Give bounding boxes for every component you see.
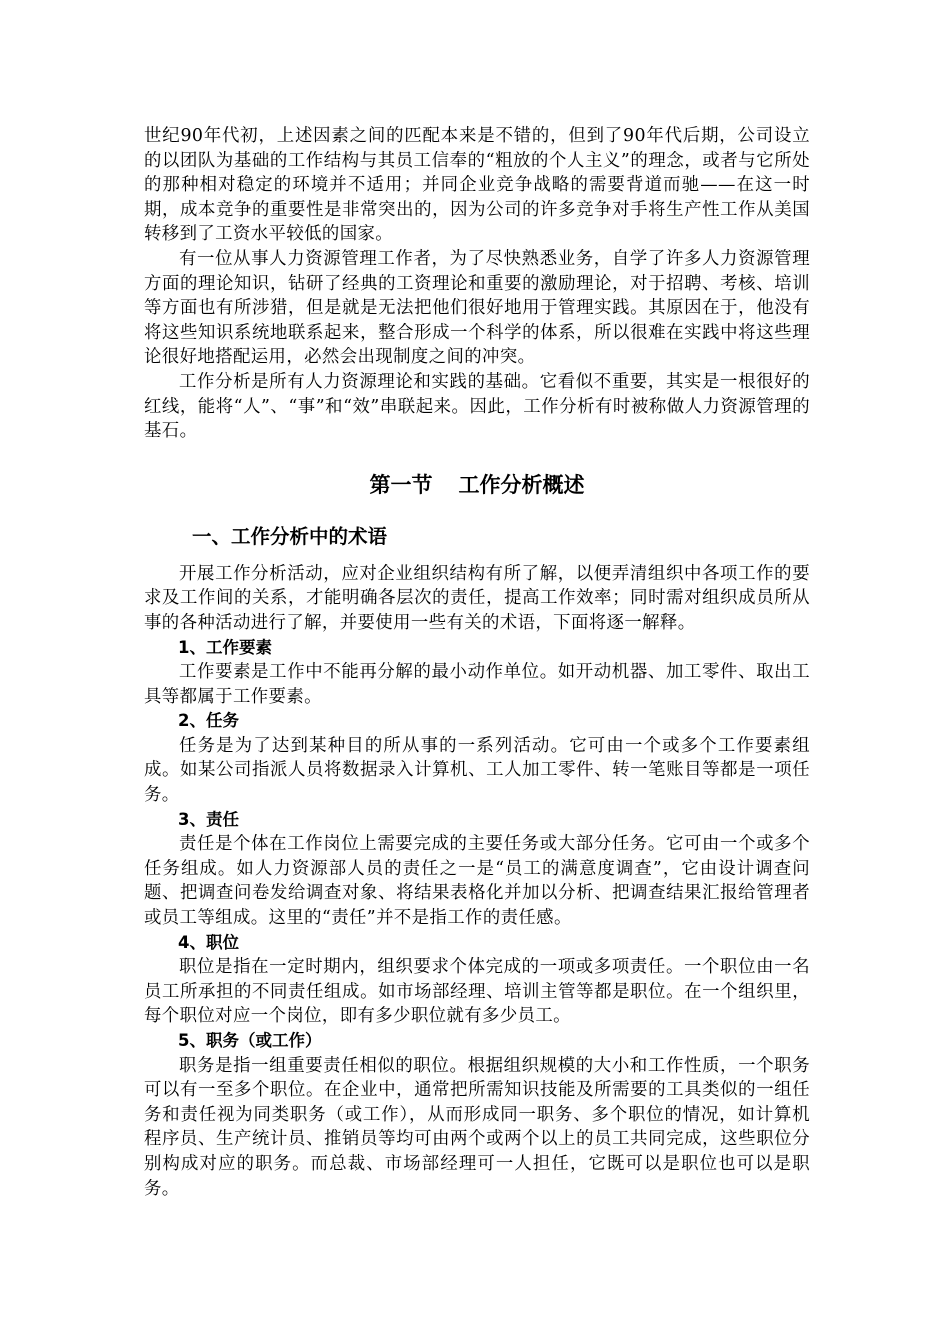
- term-text-5: 职务是指一组重要责任相似的职位。根据组织规模的大小和工作性质，一个职务可以有一至多个职位。在企业中，通常把所需知识技能及所需要的工具类似的一组任务和责任视为同类职务（或工作），从而形成同一职务、多个职位的情况，如计算机程序员、生产统计员、推销员等均可由两个或两个以上的员工共同完成，这些职位分别构成对应的职务。而总裁、市场部经理可一人担任，它既可以是职位也可以是职务。: [144, 1055, 810, 1199]
- intro-paragraph-3: 工作分析是所有人力资源理论和实践的基础。它看似不重要，其实是一根很好的红线，能将“人”、“事”和“效”串联起来。因此，工作分析有时被称做人力资源管理的基石。: [144, 371, 810, 442]
- term-heading-4: 4、职位: [178, 932, 239, 952]
- subsection-title: 一、工作分析中的术语: [192, 524, 388, 548]
- section-title: [144, 470, 810, 500]
- term-heading-1: 1、工作要素: [178, 637, 272, 657]
- term-heading-2: 2、任务: [178, 711, 239, 731]
- intro-paragraph-1: 世纪90年代初，上述因素之间的匹配本来是不错的，但到了90年代后期，公司设立的以团队为基础的工作结构与其员工信奉的“粗放的个人主义”的理念，或者与它所处的那种相对稳定的环境并不适用；并同企业竞争战略的需要背道而驰——在这一时期，成本竞争的重要性是非常突出的，因为公司的许多竞争对手将生产性工作从美国转移到了工资水平较低的国家。: [144, 126, 810, 245]
- term-text-4: 职位是指在一定时期内，组织要求个体完成的一项或多项责任。一个职位由一名员工所承担的不同责任组成。如市场部经理、培训主管等都是职位。在一个组织里，每个职位对应一个岗位，即有多少职位就有多少员工。: [144, 957, 810, 1027]
- section-name: 工作分析概述: [458, 472, 585, 497]
- term-heading-5: 5、职务（或工作）: [178, 1031, 322, 1050]
- section-number: 第一节: [369, 472, 433, 497]
- term-text-3: 责任是个体在工作岗位上需要完成的主要任务或大部分任务。它可由一个或多个任务组成。如人力资源部人员的责任之一是“员工的满意度调查”，它由设计调查问题、把调查问卷发给调查对象、将结果表格化并加以分析、把调查结果汇报给管理者或员工等组成。这里的“责任”并不是指工作的责任感。: [144, 834, 810, 929]
- subsection-intro: 开展工作分析活动，应对企业组织结构有所了解，以便弄清组织中各项工作的要求及工作间的关系，才能明确各层次的责任，提高工作效率；同时需对组织成员所从事的各种活动进行了解，并要使用一些有关的术语，下面将逐一解释。: [144, 563, 810, 633]
- term-text-1: 工作要素是工作中不能再分解的最小动作单位。如开动机器、加工零件、取出工具等都属于工作要素。: [144, 662, 810, 707]
- intro-paragraph-2: 有一位从事人力资源管理工作者，为了尽快熟悉业务，自学了许多人力资源管理方面的理论知识，钻研了经典的工资理论和重要的激励理论，对于招聘、考核、培训等方面也有所涉猎，但是就是无法把他们很好地用于管理实践。其原因在于，他没有将这些知识系统地联系起来，整合形成一个科学的体系，所以很难在实践中将这些理论很好地搭配运用，必然会出现制度之间的冲突。: [144, 248, 810, 368]
- term-text-2: 任务是为了达到某种目的所从事的一系列活动。它可由一个或多个工作要素组成。如某公司指派人员将数据录入计算机、工人加工零件、转一笔账目等都是一项任务。: [144, 735, 810, 806]
- term-heading-3: 3、责任: [178, 809, 239, 829]
